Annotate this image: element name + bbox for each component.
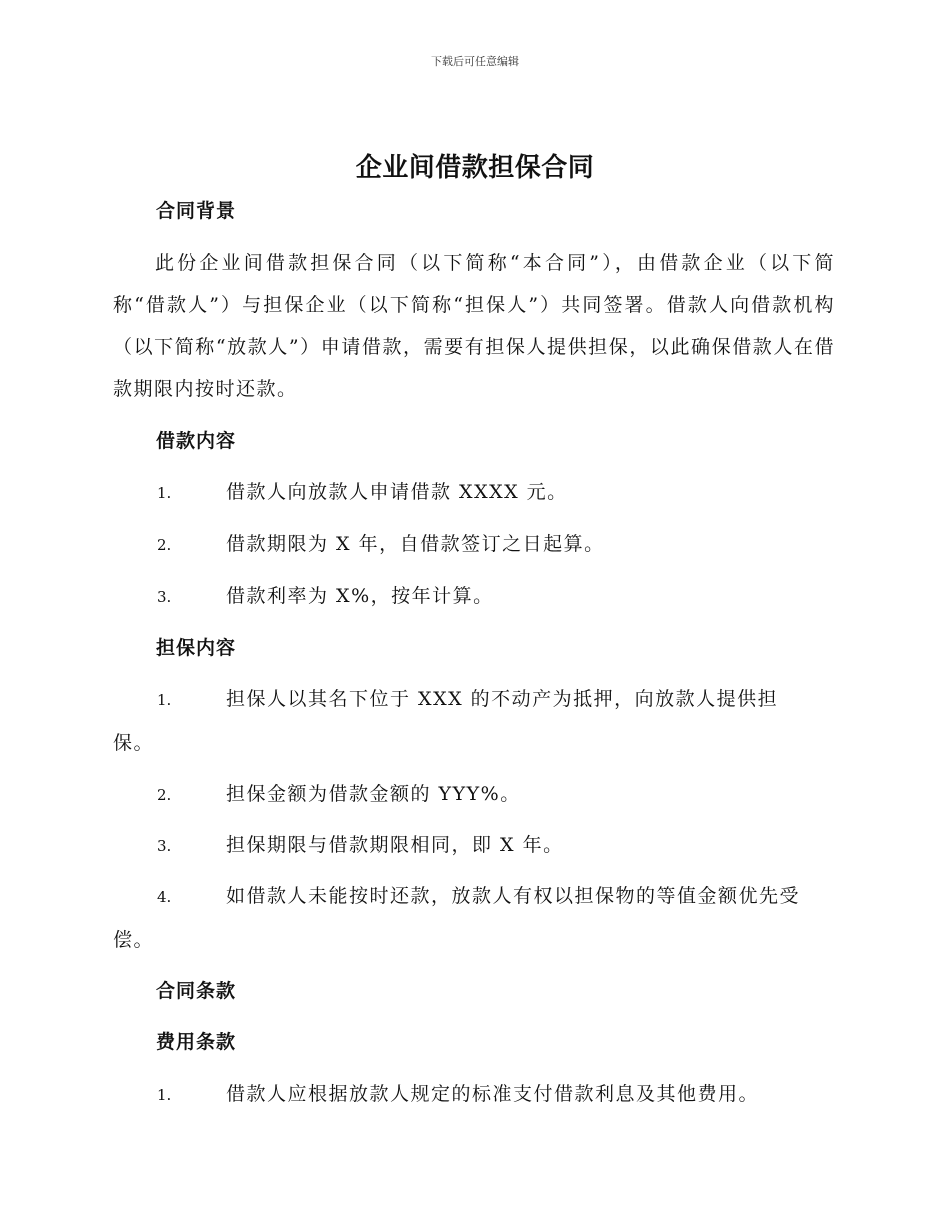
loan-item-2 bbox=[113, 522, 835, 567]
list-number: 3. bbox=[157, 588, 172, 606]
section-heading-guarantee-content: 担保内容 bbox=[156, 637, 237, 659]
list-number: 1. bbox=[157, 1086, 172, 1104]
page-header-note: 下载后可任意编辑 bbox=[431, 55, 519, 68]
guarantee-item-4 bbox=[113, 874, 835, 919]
loan-item-1 bbox=[113, 470, 835, 515]
section-heading-background: 合同背景 bbox=[156, 200, 237, 222]
list-text: 担保人以其名下位于 XXX 的不动产为抵押，向放款人提供担 bbox=[226, 688, 779, 710]
list-number: 1. bbox=[157, 691, 172, 709]
loan-item-3 bbox=[113, 574, 835, 619]
list-number: 2. bbox=[157, 536, 172, 554]
list-text: 如借款人未能按时还款，放款人有权以担保物的等值金额优先受 bbox=[226, 885, 801, 907]
guarantee-item-3 bbox=[113, 823, 835, 868]
list-number: 2. bbox=[157, 786, 172, 804]
guarantee-item-1 bbox=[113, 677, 835, 722]
list-text: 借款人向放款人申请借款 XXXX 元。 bbox=[226, 481, 568, 503]
fee-item-1 bbox=[113, 1072, 835, 1117]
list-number: 1. bbox=[157, 484, 172, 502]
list-text: 担保金额为借款金额的 YYY%。 bbox=[226, 783, 521, 805]
list-number: 4. bbox=[157, 888, 172, 906]
list-text: 借款人应根据放款人规定的标准支付借款利息及其他费用。 bbox=[226, 1083, 760, 1105]
background-paragraph: 此份企业间借款担保合同（以下简称“本合同”），由借款企业（以下简称“借款人”）与担保企业（以下简称“担保人”）共同签署。借款人向借款机构（以下简称“放款人”）申请借款，需要有担保人提供担保，以此确保借款人在借款期限内按时还款。 bbox=[113, 252, 835, 400]
list-number: 3. bbox=[157, 837, 172, 855]
section-heading-contract-terms: 合同条款 bbox=[156, 980, 237, 1002]
list-text: 借款期限为 X 年，自借款签订之日起算。 bbox=[226, 533, 605, 555]
list-text: 借款利率为 X%，按年计算。 bbox=[226, 585, 494, 607]
section-heading-loan-content: 借款内容 bbox=[156, 430, 237, 452]
guarantee-item-1-continuation: 保。 bbox=[113, 732, 155, 754]
list-text: 担保期限与借款期限相同，即 X 年。 bbox=[226, 834, 564, 856]
guarantee-item-4-continuation: 偿。 bbox=[113, 929, 155, 951]
section-heading-fee-terms: 费用条款 bbox=[156, 1031, 237, 1053]
guarantee-item-2 bbox=[113, 772, 835, 817]
document-title: 企业间借款担保合同 bbox=[355, 153, 595, 183]
